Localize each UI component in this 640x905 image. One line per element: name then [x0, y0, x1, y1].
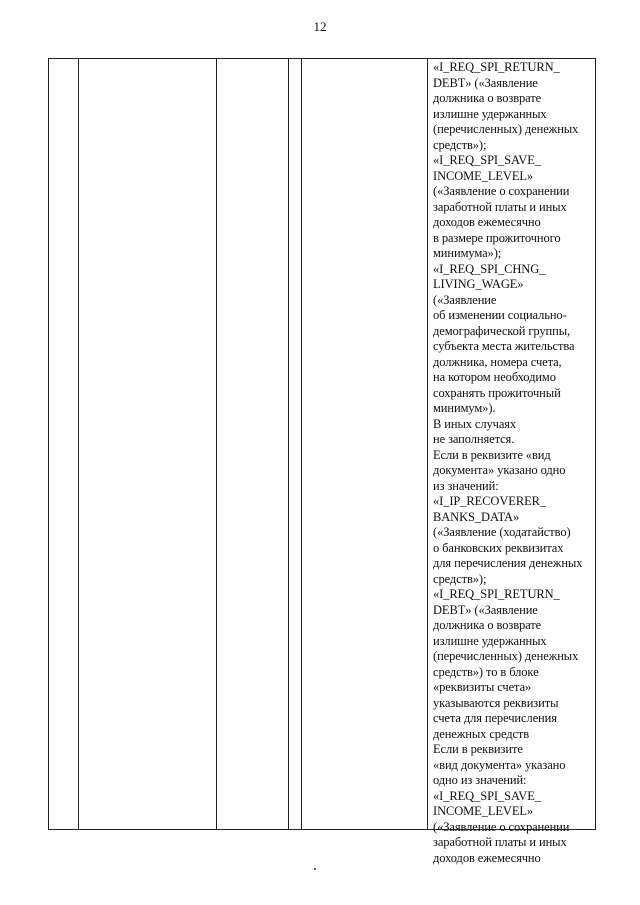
cell-text-line: денежных средств — [433, 726, 530, 741]
cell-text-line: средств»); — [433, 571, 487, 586]
cell-text-line: заработной платы и иных — [433, 835, 567, 849]
cell-text-line: документа» указано одно — [433, 463, 566, 477]
column-divider — [78, 59, 79, 829]
cell-text-line: «I_REQ_SPI_SAVE_ — [433, 153, 541, 167]
cell-text-line: BANKS_DATA» — [433, 509, 520, 524]
cell-text-line: LIVING_WAGE» — [433, 277, 524, 291]
cell-text-line: «I_REQ_SPI_RETURN_ — [433, 587, 560, 601]
cell-text-line: средств») то в блоке — [433, 664, 539, 679]
cell-text-line: из значений: — [433, 478, 499, 493]
cell-text-line: DEBT» («Заявление — [433, 602, 538, 617]
cell-text-line: счета для перечисления — [433, 711, 557, 725]
cell-text-line: «I_IP_RECOVERER_ — [433, 494, 546, 508]
cell-text-line: должника о возврате — [433, 91, 542, 105]
cell-text-line: не заполняется. — [433, 432, 515, 446]
column-divider — [301, 59, 302, 829]
cell-text-line: доходов ежемесячно — [433, 215, 541, 229]
cell-text-line: («Заявление — [433, 292, 497, 307]
cell-text-line: для перечисления денежных — [433, 556, 583, 570]
cell-text-line: на котором необходимо — [433, 370, 556, 384]
cell-text-line: (перечисленных) денежных — [433, 649, 579, 663]
cell-text-line: указываются реквизиты — [433, 695, 559, 710]
description-cell — [433, 60, 598, 866]
cell-text-line: минимума»); — [433, 246, 502, 260]
cell-text-line: субъекта места жительства — [433, 339, 575, 353]
cell-text-line: в размере прожиточного — [433, 230, 561, 245]
cell-text-line: об изменении социально- — [433, 308, 567, 322]
cell-text-line: («Заявление (ходатайство) — [433, 525, 571, 539]
cell-text-line: («Заявление о сохранении — [433, 819, 570, 834]
cell-text-line: Если в реквизите «вид — [433, 447, 551, 462]
cell-text-line: «I_REQ_SPI_RETURN_ — [433, 60, 560, 74]
cell-text-line: доходов ежемесячно — [433, 850, 541, 865]
column-divider — [427, 59, 428, 829]
cell-text-line: должника, номера счета, — [433, 354, 562, 369]
cell-text-line: минимум»). — [433, 401, 496, 415]
cell-text-line: Если в реквизите — [433, 742, 523, 756]
cell-text-line: излишне удержанных — [433, 633, 547, 648]
cell-text-line: должника о возврате — [433, 618, 542, 632]
scan-speck — [314, 868, 316, 870]
cell-text-line: одно из значений: — [433, 773, 527, 787]
cell-text-line: DEBT» («Заявление — [433, 75, 538, 90]
cell-text-line: о банковских реквизитах — [433, 540, 564, 555]
cell-text-line: В иных случаях — [433, 416, 517, 431]
page-number: 12 — [313, 19, 327, 34]
cell-text-line: «реквизиты счета» — [433, 680, 532, 694]
cell-text-line: INCOME_LEVEL» — [433, 168, 534, 183]
column-divider — [216, 59, 217, 829]
requirements-table — [48, 58, 596, 865]
cell-text-line: INCOME_LEVEL» — [433, 804, 534, 818]
cell-text-line: демографической группы, — [433, 323, 571, 338]
cell-text-line: «вид документа» указано — [433, 757, 566, 772]
cell-text-line: сохранять прожиточный — [433, 385, 561, 400]
cell-text-line: (перечисленных) денежных — [433, 122, 579, 136]
cell-text-line: «I_REQ_SPI_SAVE_ — [433, 788, 541, 803]
cell-text-line: излишне удержанных — [433, 106, 547, 121]
cell-text-line: «I_REQ_SPI_CHNG_ — [433, 261, 546, 276]
cell-text-line: средств»); — [433, 137, 487, 152]
column-divider — [288, 59, 289, 829]
cell-text-line: («Заявление о сохранении — [433, 184, 570, 198]
cell-text-line: заработной платы и иных — [433, 199, 567, 214]
